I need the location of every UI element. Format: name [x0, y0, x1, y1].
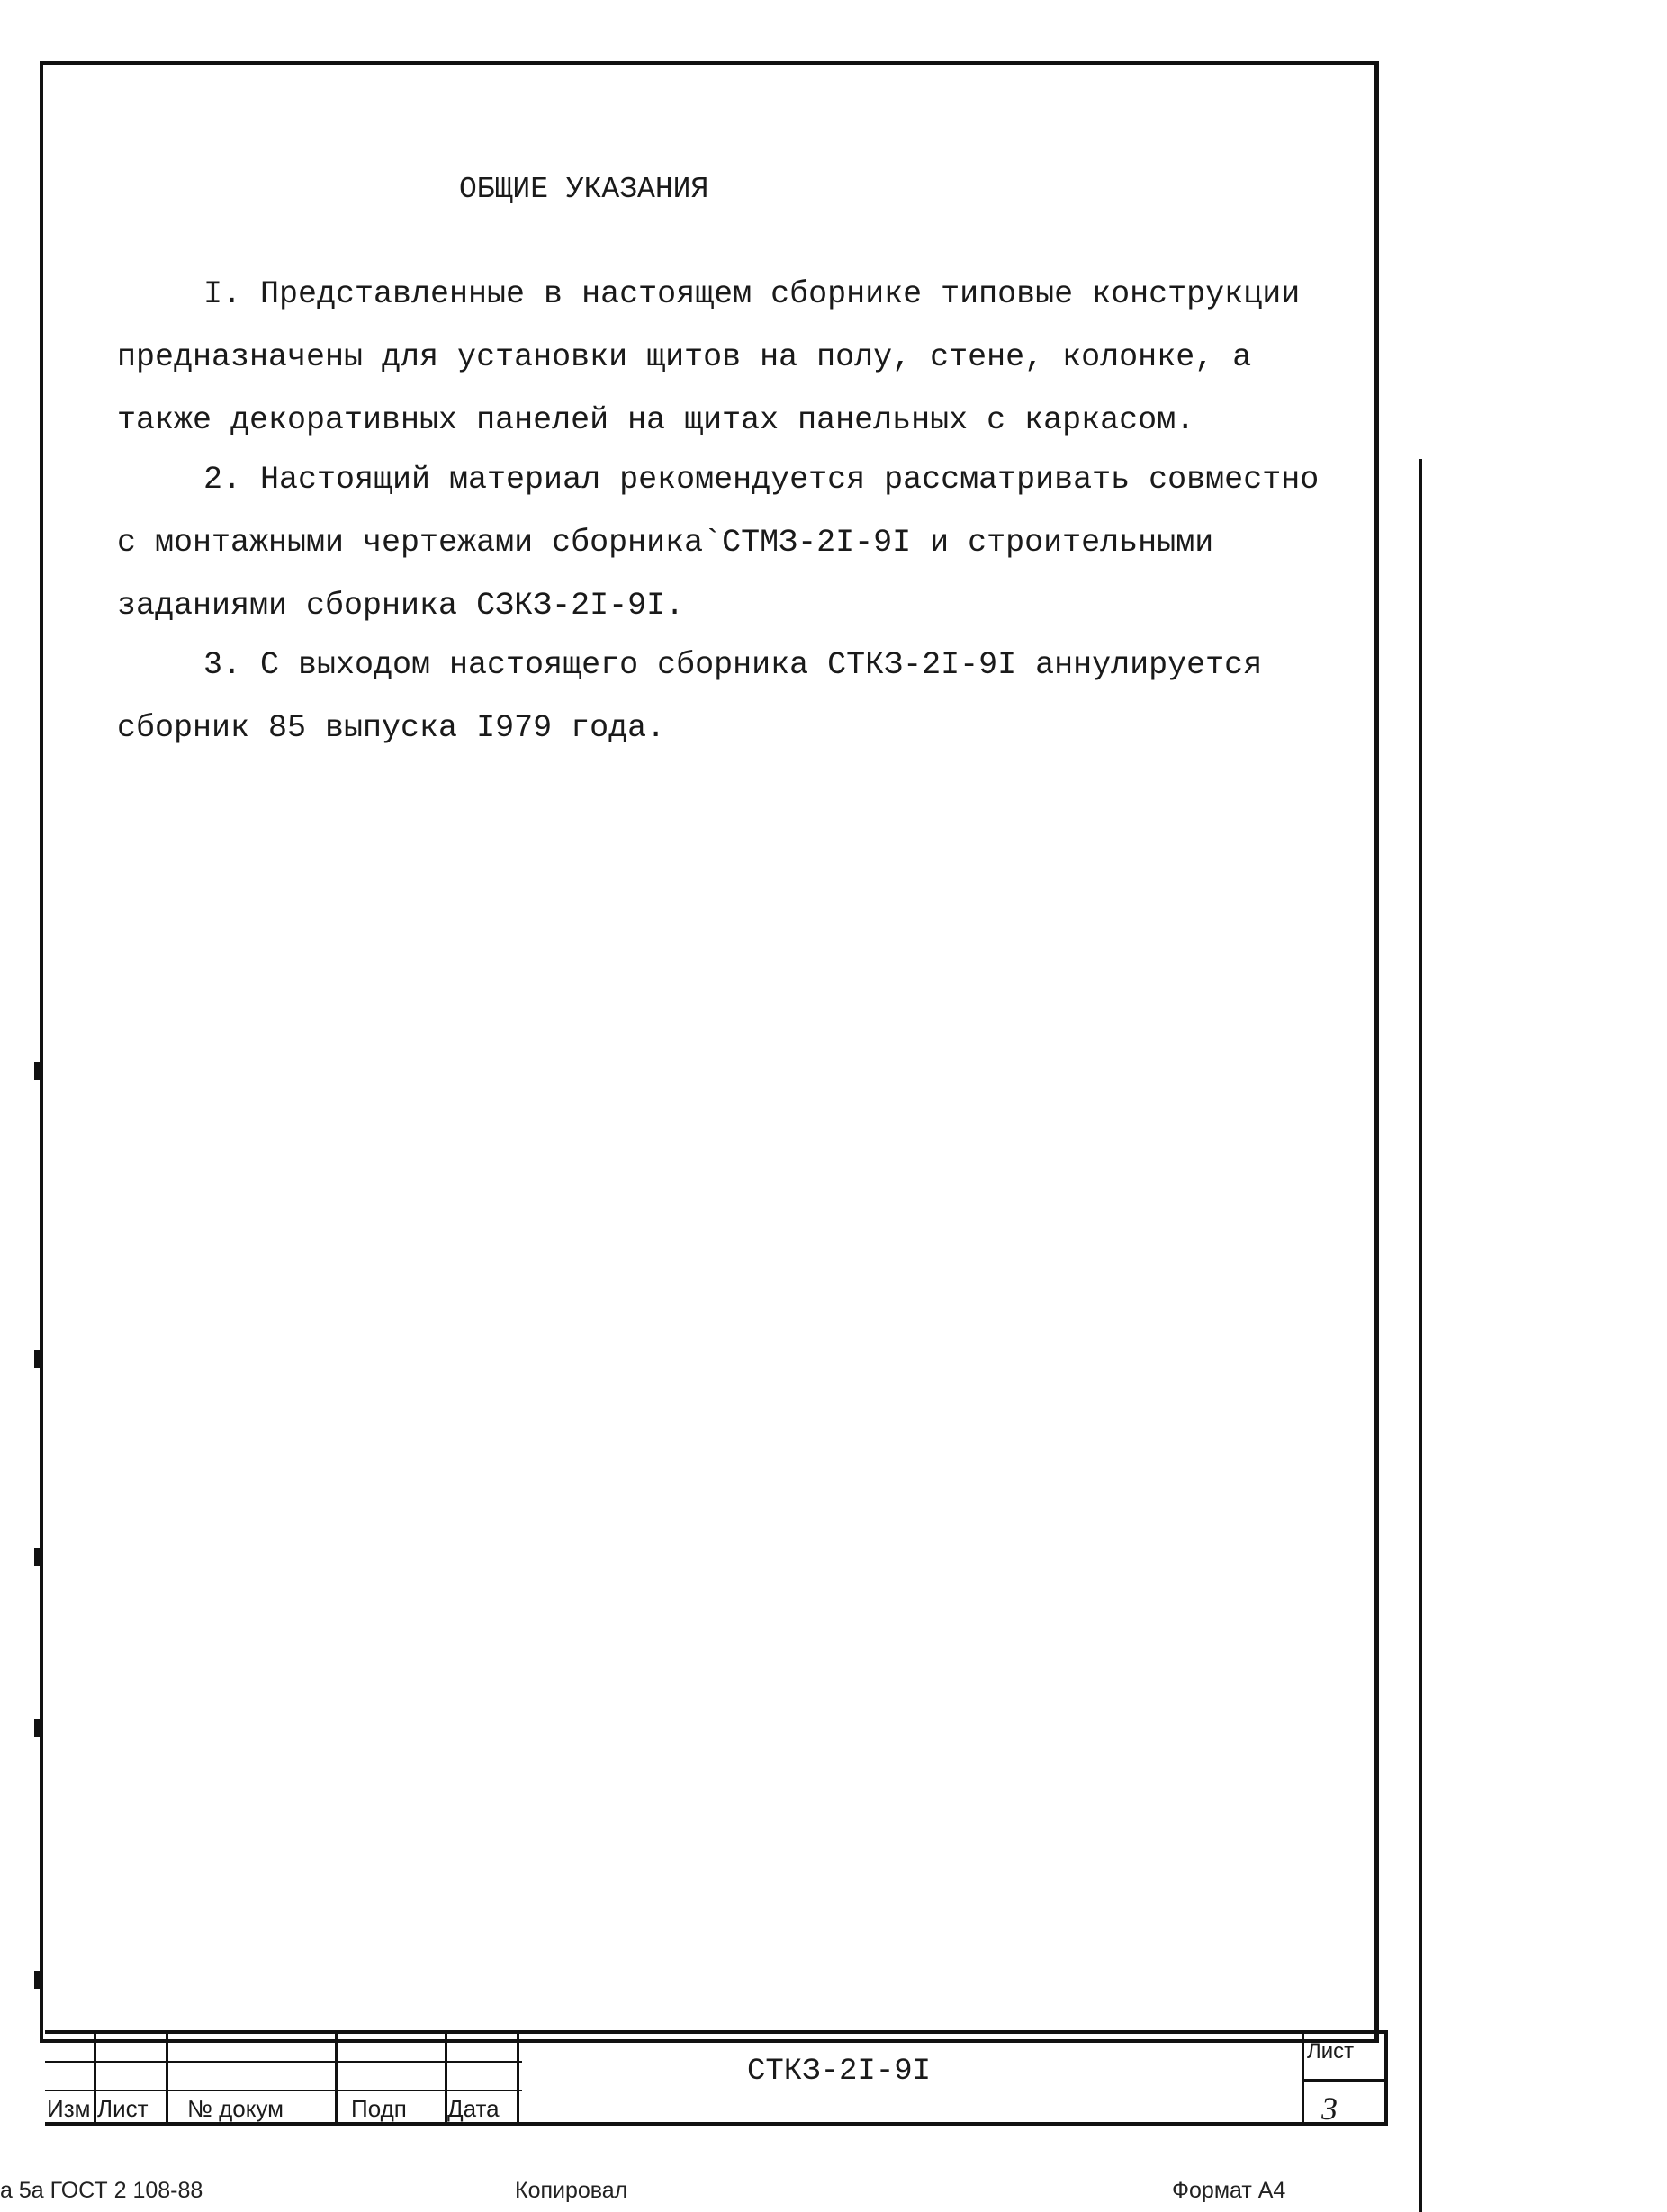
col-label-list: Лист — [97, 2095, 149, 2122]
sheet-label: Лист — [1307, 2039, 1355, 2064]
document-designation: СТКЗ-2I-9I — [747, 2055, 932, 2089]
margin-mark — [34, 1971, 40, 1989]
col-label-izm: Изм — [47, 2095, 91, 2122]
paragraph-3: 3. С выходом настоящего сборника СТКЗ-2I-9I аннулируется сборник 85 выпуска I979 года. — [117, 647, 1263, 746]
col-label-date: Дата — [447, 2095, 500, 2122]
col-label-doc-number: № докум — [187, 2095, 284, 2122]
paragraph-1: I. Представленные в настоящем сборнике типовые конструкции предназначены для установки щитов на полу, стене, колонке, а также декоративных панелей на щитах панельных с каркасом. — [117, 276, 1301, 438]
col-label-signature: Подп — [351, 2095, 407, 2122]
margin-mark — [34, 1719, 40, 1737]
margin-mark — [34, 1548, 40, 1566]
paragraph-2: 2. Настоящий материал рекомендуется рассматривать совместно с монтажными чертежами сборника`СТМЗ-2I-9I и строительными заданиями сборника СЗКЗ-2I-9I. — [117, 462, 1320, 624]
footer-copied: Копировал — [515, 2178, 628, 2203]
sheet-number: 3 — [1321, 2091, 1338, 2127]
page-title: ОБЩИЕ УКАЗАНИЯ — [459, 173, 709, 206]
footer-format: Формат А4 — [1172, 2178, 1286, 2203]
margin-mark — [34, 1350, 40, 1368]
right-edge-line — [1419, 459, 1422, 2212]
margin-mark — [34, 1062, 40, 1080]
footer-form: а 5а ГОСТ 2 108-88 — [0, 2178, 203, 2203]
